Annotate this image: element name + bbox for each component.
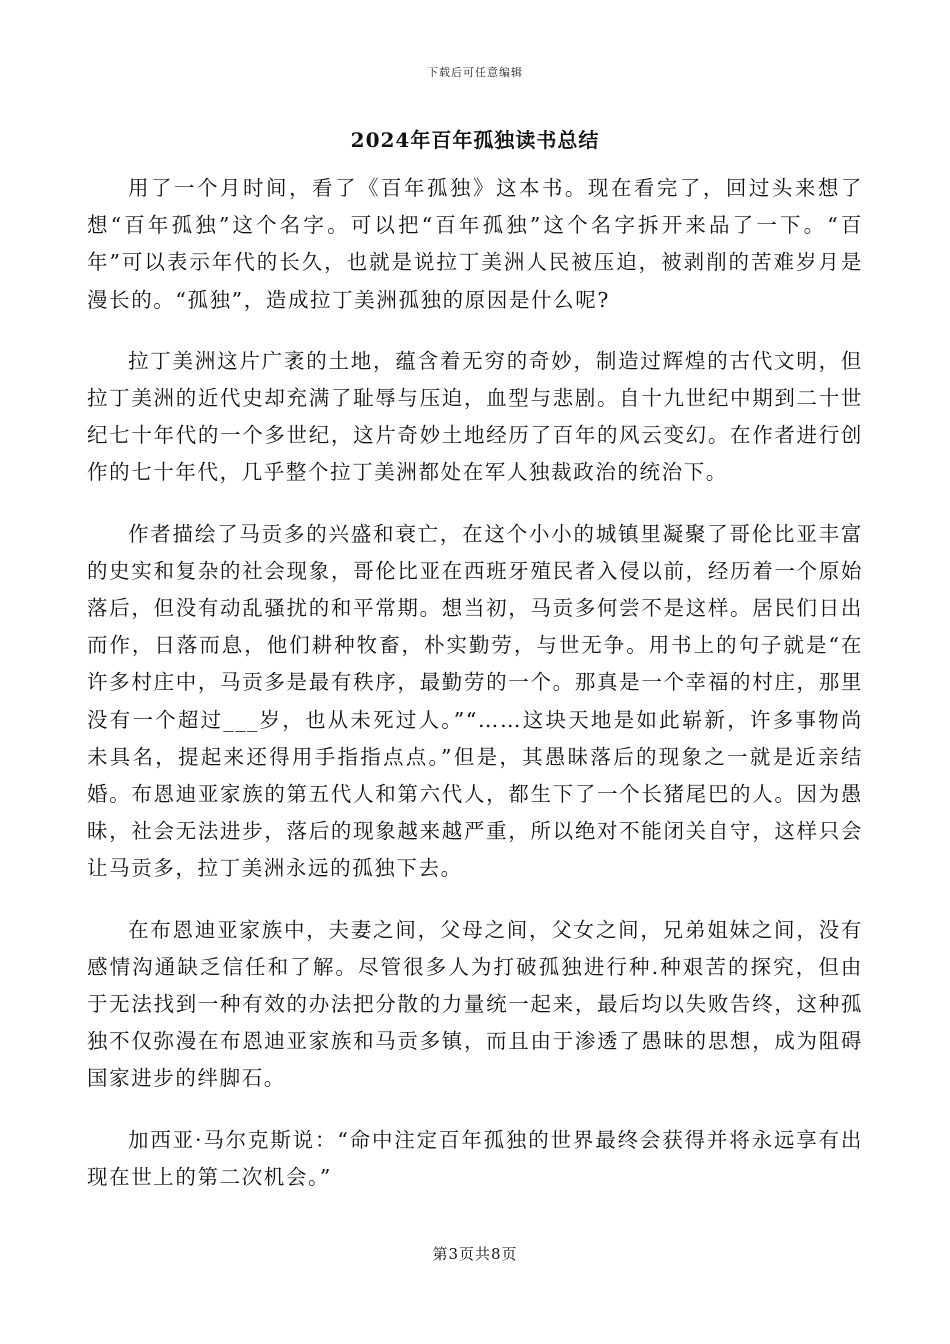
document-body — [87, 170, 863, 1220]
paragraph-4: 在布恩迪亚家族中，夫妻之间，父母之间，父女之间，兄弟姐妹之间，没有感情沟通缺乏信任和了解。尽管很多人为打破孤独进行种.种艰苦的探究，但由于无法找到一种有效的办法把分散的力量统一起来，最后均以失败告终，这种孤独不仅弥漫在布恩迪亚家族和马贡多镇，而且由于渗透了愚昧的思想，成为阻碍国家进步的绊脚石。 — [87, 917, 863, 1091]
document-title: 2024年百年孤独读书总结 — [350, 128, 600, 152]
header-note: 下载后可任意编辑 — [427, 66, 523, 79]
paragraph-5: 加西亚·马尔克斯说：“命中注定百年孤独的世界最终会获得并将永远享有出现在世上的第二次机会。” — [87, 1127, 863, 1189]
page-number: 第3页共8页 — [432, 1245, 518, 1263]
paragraph-2: 拉丁美洲这片广袤的土地，蕴含着无穷的奇妙，制造过辉煌的古代文明，但拉丁美洲的近代史却充满了耻辱与压迫，血型与悲剧。自十九世纪中期到二十世纪七十年代的一个多世纪，这片奇妙土地经历了百年的风云变幻。在作者进行创作的七十年代，几乎整个拉丁美洲都处在军人独裁政治的统治下。 — [87, 348, 863, 485]
paragraph-3: 作者描绘了马贡多的兴盛和衰亡，在这个小小的城镇里凝聚了哥伦比亚丰富的史实和复杂的社会现象，哥伦比亚在西班牙殖民者入侵以前，经历着一个原始落后，但没有动乱骚扰的和平常期。想当初，马贡多何尝不是这样。居民们日出而作，日落而息，他们耕种牧畜，朴实勤劳，与世无争。用书上的句子就是“在许多村庄中，马贡多是最有秩序，最勤劳的一个。那真是一个幸福的村庄，那里没有一个超过___岁，也从未死过人。”“……这块天地是如此崭新，许多事物尚未具名，提起来还得用手指指点点。”但是，其愚昧落后的现象之一就是近亲结婚。布恩迪亚家族的第五代人和第六代人，都生下了一个长猪尾巴的人。因为愚昧，社会无法进步，落后的现象越来越严重，所以绝对不能闭关自守，这样只会让马贡多，拉丁美洲永远的孤独下去。 — [87, 521, 863, 881]
paragraph-1: 用了一个月时间，看了《百年孤独》这本书。现在看完了，回过头来想了想“百年孤独”这个名字。可以把“百年孤独”这个名字拆开来品了一下。“百年”可以表示年代的长久，也就是说拉丁美洲人民被压迫，被剥削的苦难岁月是漫长的。“孤独”，造成拉丁美洲孤独的原因是什么呢? — [87, 176, 863, 312]
